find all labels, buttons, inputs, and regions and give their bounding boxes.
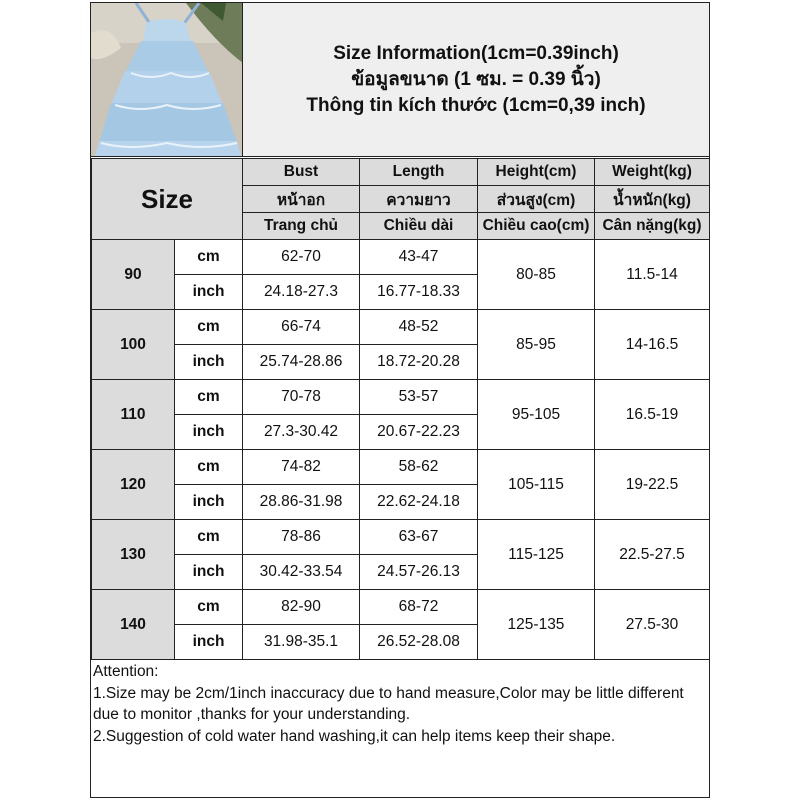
length-cm: 63-67 [360, 520, 478, 555]
unit-label: cm [175, 310, 243, 345]
unit-label: inch [175, 555, 243, 590]
length-inch: 22.62-24.18 [360, 485, 478, 520]
product-photo [91, 3, 243, 156]
length-inch: 16.77-18.33 [360, 275, 478, 310]
attention-notes [91, 660, 709, 798]
length-inch: 20.67-22.23 [360, 415, 478, 450]
bust-cm: 82-90 [243, 590, 360, 625]
height-cm: 85-95 [478, 310, 595, 380]
bust-inch: 31.98-35.1 [243, 625, 360, 660]
weight-header-vi: Cân nặng(kg) [595, 213, 710, 240]
height-cm: 125-135 [478, 590, 595, 660]
bust-cm: 66-74 [243, 310, 360, 345]
table-row [92, 520, 710, 555]
bust-cm: 78-86 [243, 520, 360, 555]
height-cm: 115-125 [478, 520, 595, 590]
length-cm: 43-47 [360, 240, 478, 275]
unit-label: inch [175, 415, 243, 450]
length-inch: 18.72-20.28 [360, 345, 478, 380]
unit-label: inch [175, 345, 243, 380]
height-header-en: Height(cm) [478, 159, 595, 186]
title-thai: ข้อมูลขนาด (1 ซม. = 0.39 นิ้ว) [351, 68, 601, 90]
weight-kg: 11.5-14 [595, 240, 710, 310]
length-inch: 24.57-26.13 [360, 555, 478, 590]
size-value: 120 [92, 450, 175, 520]
weight-header-en: Weight(kg) [595, 159, 710, 186]
size-value: 140 [92, 590, 175, 660]
dress-image [91, 3, 243, 156]
bust-header-en: Bust [243, 159, 360, 186]
title-vietnamese: Thông tin kích thước (1cm=0,39 inch) [306, 94, 646, 116]
title-english: Size Information(1cm=0.39inch) [333, 42, 619, 64]
bust-inch: 24.18-27.3 [243, 275, 360, 310]
height-header-th: ส่วนสูง(cm) [478, 186, 595, 213]
length-header-th: ความยาว [360, 186, 478, 213]
table-row [92, 590, 710, 625]
height-cm: 95-105 [478, 380, 595, 450]
length-header-vi: Chiều dài [360, 213, 478, 240]
size-value: 130 [92, 520, 175, 590]
unit-label: inch [175, 275, 243, 310]
unit-label: inch [175, 485, 243, 520]
bust-inch: 25.74-28.86 [243, 345, 360, 380]
bust-inch: 30.42-33.54 [243, 555, 360, 590]
size-value: 100 [92, 310, 175, 380]
unit-label: inch [175, 625, 243, 660]
weight-kg: 19-22.5 [595, 450, 710, 520]
size-chart [90, 2, 710, 798]
unit-label: cm [175, 590, 243, 625]
height-cm: 105-115 [478, 450, 595, 520]
attention-note-2: 2.Suggestion of cold water hand washing,it can help items keep their shape. [93, 727, 616, 745]
table-row [92, 310, 710, 345]
table-row [92, 380, 710, 415]
bust-header-vi: Trang chủ [243, 213, 360, 240]
bust-header-th: หน้าอก [243, 186, 360, 213]
unit-label: cm [175, 450, 243, 485]
unit-label: cm [175, 240, 243, 275]
size-column-header: Size [92, 159, 243, 240]
weight-kg: 22.5-27.5 [595, 520, 710, 590]
size-chart-header [91, 3, 709, 157]
weight-header-th: น้ำหนัก(kg) [595, 186, 710, 213]
bust-cm: 70-78 [243, 380, 360, 415]
length-cm: 58-62 [360, 450, 478, 485]
weight-kg: 14-16.5 [595, 310, 710, 380]
size-value: 110 [92, 380, 175, 450]
length-cm: 68-72 [360, 590, 478, 625]
height-header-vi: Chiều cao(cm) [478, 213, 595, 240]
bust-inch: 27.3-30.42 [243, 415, 360, 450]
bust-inch: 28.86-31.98 [243, 485, 360, 520]
attention-heading: Attention: [93, 663, 159, 680]
bust-cm: 74-82 [243, 450, 360, 485]
length-cm: 53-57 [360, 380, 478, 415]
unit-label: cm [175, 380, 243, 415]
weight-kg: 27.5-30 [595, 590, 710, 660]
table-row [92, 450, 710, 485]
length-header-en: Length [360, 159, 478, 186]
unit-label: cm [175, 520, 243, 555]
length-cm: 48-52 [360, 310, 478, 345]
weight-kg: 16.5-19 [595, 380, 710, 450]
size-info-titles [243, 3, 709, 156]
size-value: 90 [92, 240, 175, 310]
length-inch: 26.52-28.08 [360, 625, 478, 660]
table-row [92, 240, 710, 275]
height-cm: 80-85 [478, 240, 595, 310]
attention-note-1: 1.Size may be 2cm/1inch inaccuracy due to hand measure,Color may be little different due to monitor ,thanks for your understanding. [93, 684, 684, 723]
size-table [91, 158, 710, 660]
bust-cm: 62-70 [243, 240, 360, 275]
